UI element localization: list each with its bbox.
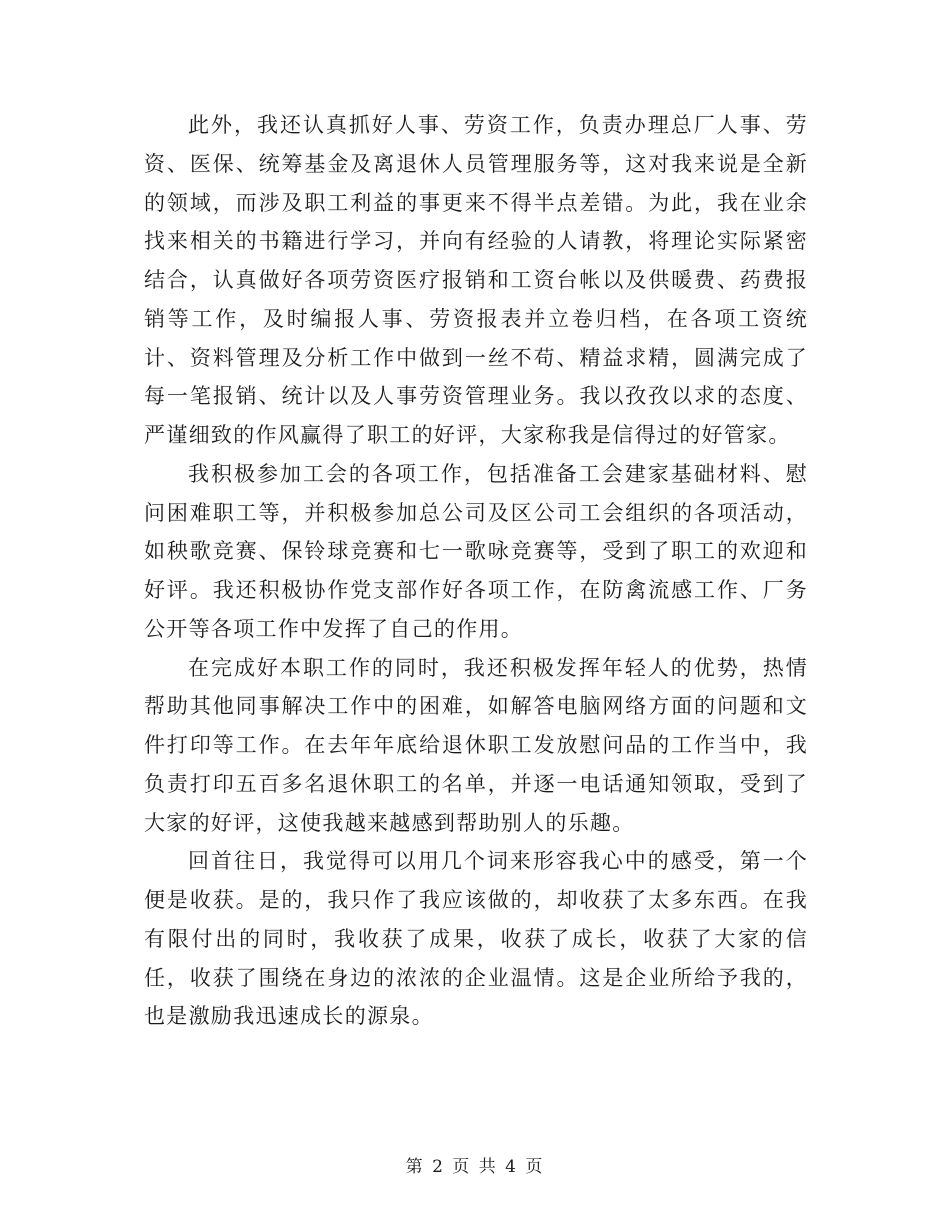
paragraph-union-work: 我积极参加工会的各项工作，包括准备工会建家基础材料、慰问困难职工等，并积极参加总公司及区公司工会组织的各项活动，如秧歌竞赛、保铃球竞赛和七一歌咏竞赛等，受到了职工的欢迎和好评。我还积极协作党支部作好各项工作，在防禽流感工作、厂务公开等各项工作中发挥了自己的作用。 bbox=[144, 461, 808, 641]
paragraph-reflection: 回首往日，我觉得可以用几个词来形容我心中的感受，第一个便是收获。是的，我只作了我应该做的，却收获了太多东西。在我有限付出的同时，我收获了成果，收获了成长，收获了大家的信任，收获了围绕在身边的浓浓的企业温情。这是企业所给予我的，也是激励我迅速成长的源泉。 bbox=[144, 849, 808, 1029]
page-number-footer: 第 2 页 共 4 页 bbox=[405, 1157, 545, 1177]
paragraph-helping-colleagues: 在完成好本职工作的同时，我还积极发挥年轻人的优势，热情帮助其他同事解决工作中的困难，如解答电脑网络方面的问题和文件打印等工作。在去年年底给退休职工发放慰问品的工作当中，我负责打印五百多名退休职工的名单，并逐一电话通知领取，受到了大家的好评，这使我越来越感到帮助别人的乐趣。 bbox=[144, 655, 808, 835]
paragraph-personnel-work: 此外，我还认真抓好人事、劳资工作，负责办理总厂人事、劳资、医保、统筹基金及离退休人员管理服务等，这对我来说是全新的领域，而涉及职工利益的事更来不得半点差错。为此，我在业余找来相关的书籍进行学习，并向有经验的人请教，将理论实际紧密结合，认真做好各项劳资医疗报销和工资台帐以及供暖费、药费报销等工作，及时编报人事、劳资报表并立卷归档，在各项工资统计、资料管理及分析工作中做到一丝不苟、精益求精，圆满完成了每一笔报销、统计以及人事劳资管理业务。我以孜孜以求的态度、严谨细致的作风赢得了职工的好评，大家称我是信得过的好管家。 bbox=[144, 113, 808, 447]
document-body bbox=[144, 106, 808, 1036]
